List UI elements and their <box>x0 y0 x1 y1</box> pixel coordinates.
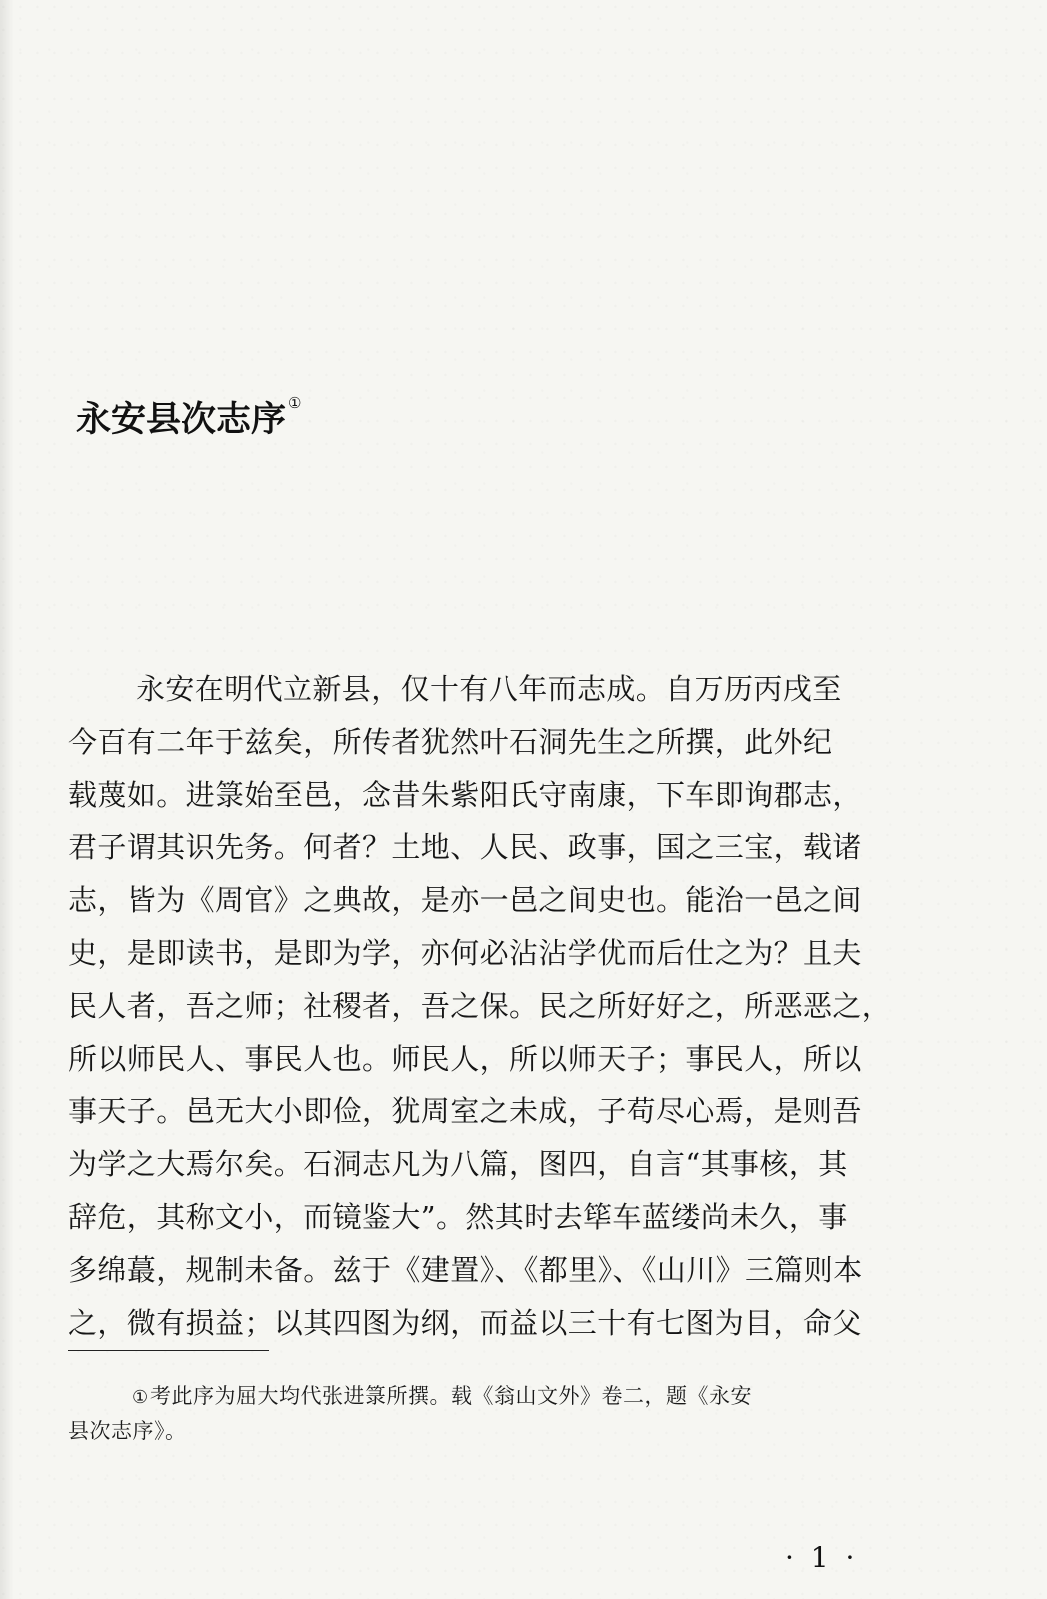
body-line: 多绵蕞，规制未备。兹于《建置》、《都里》、《山川》三篇则本 <box>68 1252 863 1287</box>
footnote-line: 县次志序》。 <box>68 1419 187 1443</box>
body-line: 之，微有损益；以其四图为纲，而益以三十有七图为目，命父 <box>68 1305 862 1340</box>
footnote-divider <box>68 1350 269 1351</box>
footnote-line <box>68 1379 888 1414</box>
body-line: 今百有二年于兹矣，所传者犹然叶石洞先生之所撰，此外纪 <box>68 724 833 759</box>
page-edge-shadow <box>0 0 14 1599</box>
chapter-title: 永安县次志序 <box>76 399 287 440</box>
title-footnote-mark: ① <box>288 394 302 412</box>
footnote-text: 考此序为屈大均代张进箓所撰。载《翁山文外》卷二，题《永安 <box>150 1384 752 1408</box>
footnote <box>68 1379 888 1449</box>
body-line: 民人者，吾之师；社稷者，吾之保。民之所好好之，所恶恶之， <box>68 988 892 1023</box>
body-line: 载蔑如。进箓始至邑，念昔朱紫阳氏守南康，下车即询郡志， <box>68 777 862 812</box>
body-line: 所以师民人、事民人也。师民人，所以师天子；事民人，所以 <box>68 1041 862 1076</box>
body-line: 君子谓其识先务。何者？土地、人民、政事，国之三宝，载诸 <box>68 830 862 865</box>
body-line: 史，是即读书，是即为学，亦何必沾沾学优而后仕之为？且夫 <box>68 935 862 970</box>
page-number: · 1 · <box>785 1541 859 1574</box>
body-line: 永安在明代立新县，仅十有八年而志成。自万历丙戌至 <box>136 672 842 706</box>
body-line: 事天子。邑无大小即俭，犹周室之未成，子苟尽心焉，是则吾 <box>68 1094 862 1129</box>
body-line: 辞危，其称文小，而镜鉴大”。然其时去筚车蓝缕尚未久，事 <box>68 1199 848 1234</box>
footnote-mark: ① <box>132 1387 149 1408</box>
body-text <box>68 663 892 1349</box>
body-line: 志，皆为《周官》之典故，是亦一邑之间史也。能治一邑之间 <box>68 883 862 918</box>
body-line: 为学之大焉尔矣。石洞志凡为八篇，图四，自言“其事核，其 <box>68 1147 848 1182</box>
chapter-heading <box>76 392 301 442</box>
